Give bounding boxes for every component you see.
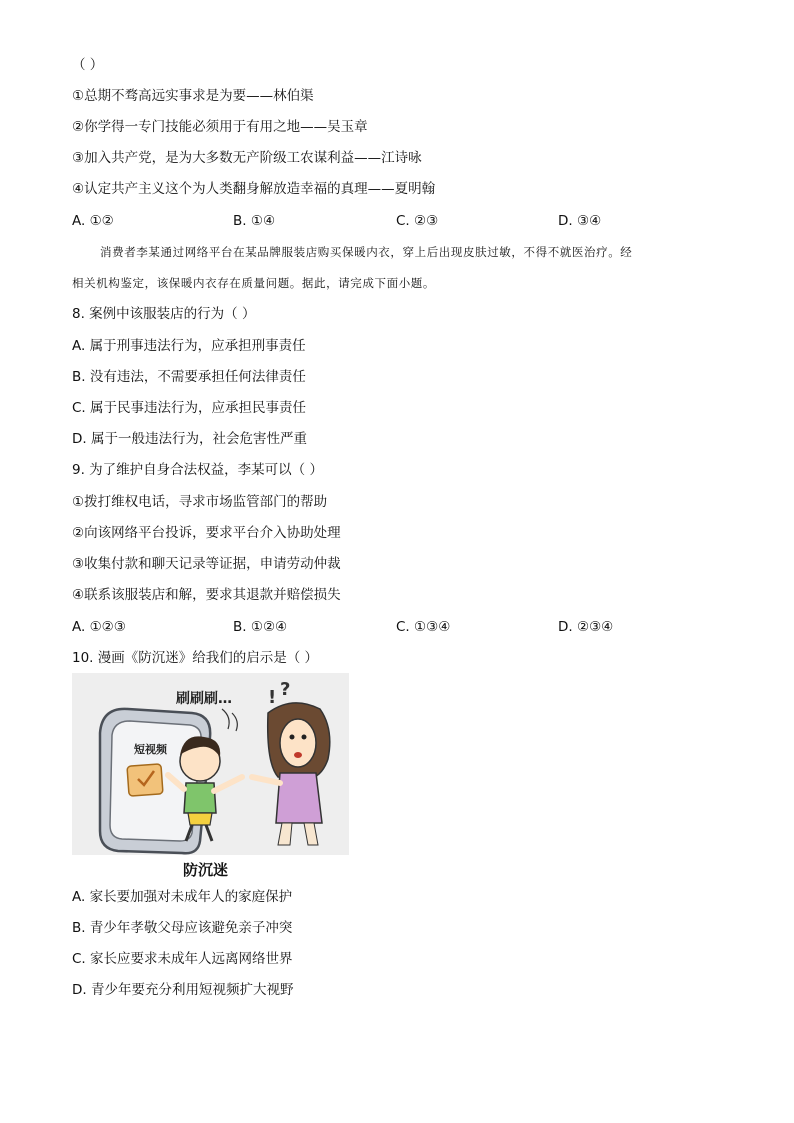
q8-option-d: D. 属于一般违法行为，社会危害性严重	[72, 431, 307, 447]
q8-stem: 8. 案例中该服装店的行为（ ）	[72, 306, 256, 322]
material-line-1: 消费者李某通过网络平台在某品牌服装店购买保暖内衣，穿上后出现皮肤过敏，不得不就医治疗。经	[100, 245, 633, 259]
q10-option-c: C. 家长应要求未成年人远离网络世界	[72, 951, 293, 967]
svg-text:!: !	[268, 687, 277, 708]
q8-option-b: B. 没有违法，不需要承担任何法律责任	[72, 369, 306, 385]
q7-item-1: ①总期不骛高远实事求是为要——林伯渠	[72, 88, 314, 104]
q7-option-a: A. ①②	[72, 213, 114, 229]
shout-text: 刷刷刷…	[176, 691, 232, 707]
q7-option-d: D. ③④	[558, 213, 602, 229]
cartoon-image	[72, 673, 349, 855]
q10-option-a: A. 家长要加强对未成年人的家庭保护	[72, 889, 293, 905]
material-line-2: 相关机构鉴定，该保暖内衣存在质量问题。据此，请完成下面小题。	[72, 276, 435, 290]
q7-bracket: （ ）	[72, 57, 104, 73]
q7-item-4: ④认定共产主义这个为人类翻身解放造幸福的真理——夏明翰	[72, 181, 436, 197]
q9-option-a: A. ①②③	[72, 619, 126, 635]
q9-item-2: ②向该网络平台投诉，要求平台介入协助处理	[72, 525, 341, 541]
q8-option-a: A. 属于刑事违法行为，应承担刑事责任	[72, 338, 306, 354]
q7-option-c: C. ②③	[396, 213, 439, 229]
q9-option-c: C. ①③④	[396, 619, 451, 635]
q10-option-d: D. 青少年要充分利用短视频扩大视野	[72, 982, 294, 998]
q9-option-d: D. ②③④	[558, 619, 614, 635]
q7-item-3: ③加入共产党，是为大多数无产阶级工农谋利益——江诗咏	[72, 150, 422, 166]
q10-option-b: B. 青少年孝敬父母应该避免亲子冲突	[72, 920, 293, 936]
q9-option-b: B. ①②④	[233, 619, 288, 635]
q7-item-2: ②你学得一专门技能必须用于有用之地——吴玉章	[72, 119, 368, 135]
screen-label: 短视频	[134, 743, 167, 756]
phone-drawing	[100, 709, 210, 853]
svg-text:?: ?	[280, 679, 291, 700]
q7-option-b: B. ①④	[233, 213, 276, 229]
q9-item-3: ③收集付款和聊天记录等证据，申请劳动仲裁	[72, 556, 341, 572]
q9-stem: 9. 为了维护自身合法权益，李某可以（ ）	[72, 462, 323, 478]
q10-stem: 10. 漫画《防沉迷》给我们的启示是（ ）	[72, 650, 319, 666]
cartoon-caption: 防沉迷	[183, 861, 229, 879]
q9-item-4: ④联系该服装店和解，要求其退款并赔偿损失	[72, 587, 341, 603]
q9-item-1: ①拨打维权电话，寻求市场监管部门的帮助	[72, 494, 328, 510]
q8-option-c: C. 属于民事违法行为，应承担民事责任	[72, 400, 307, 416]
